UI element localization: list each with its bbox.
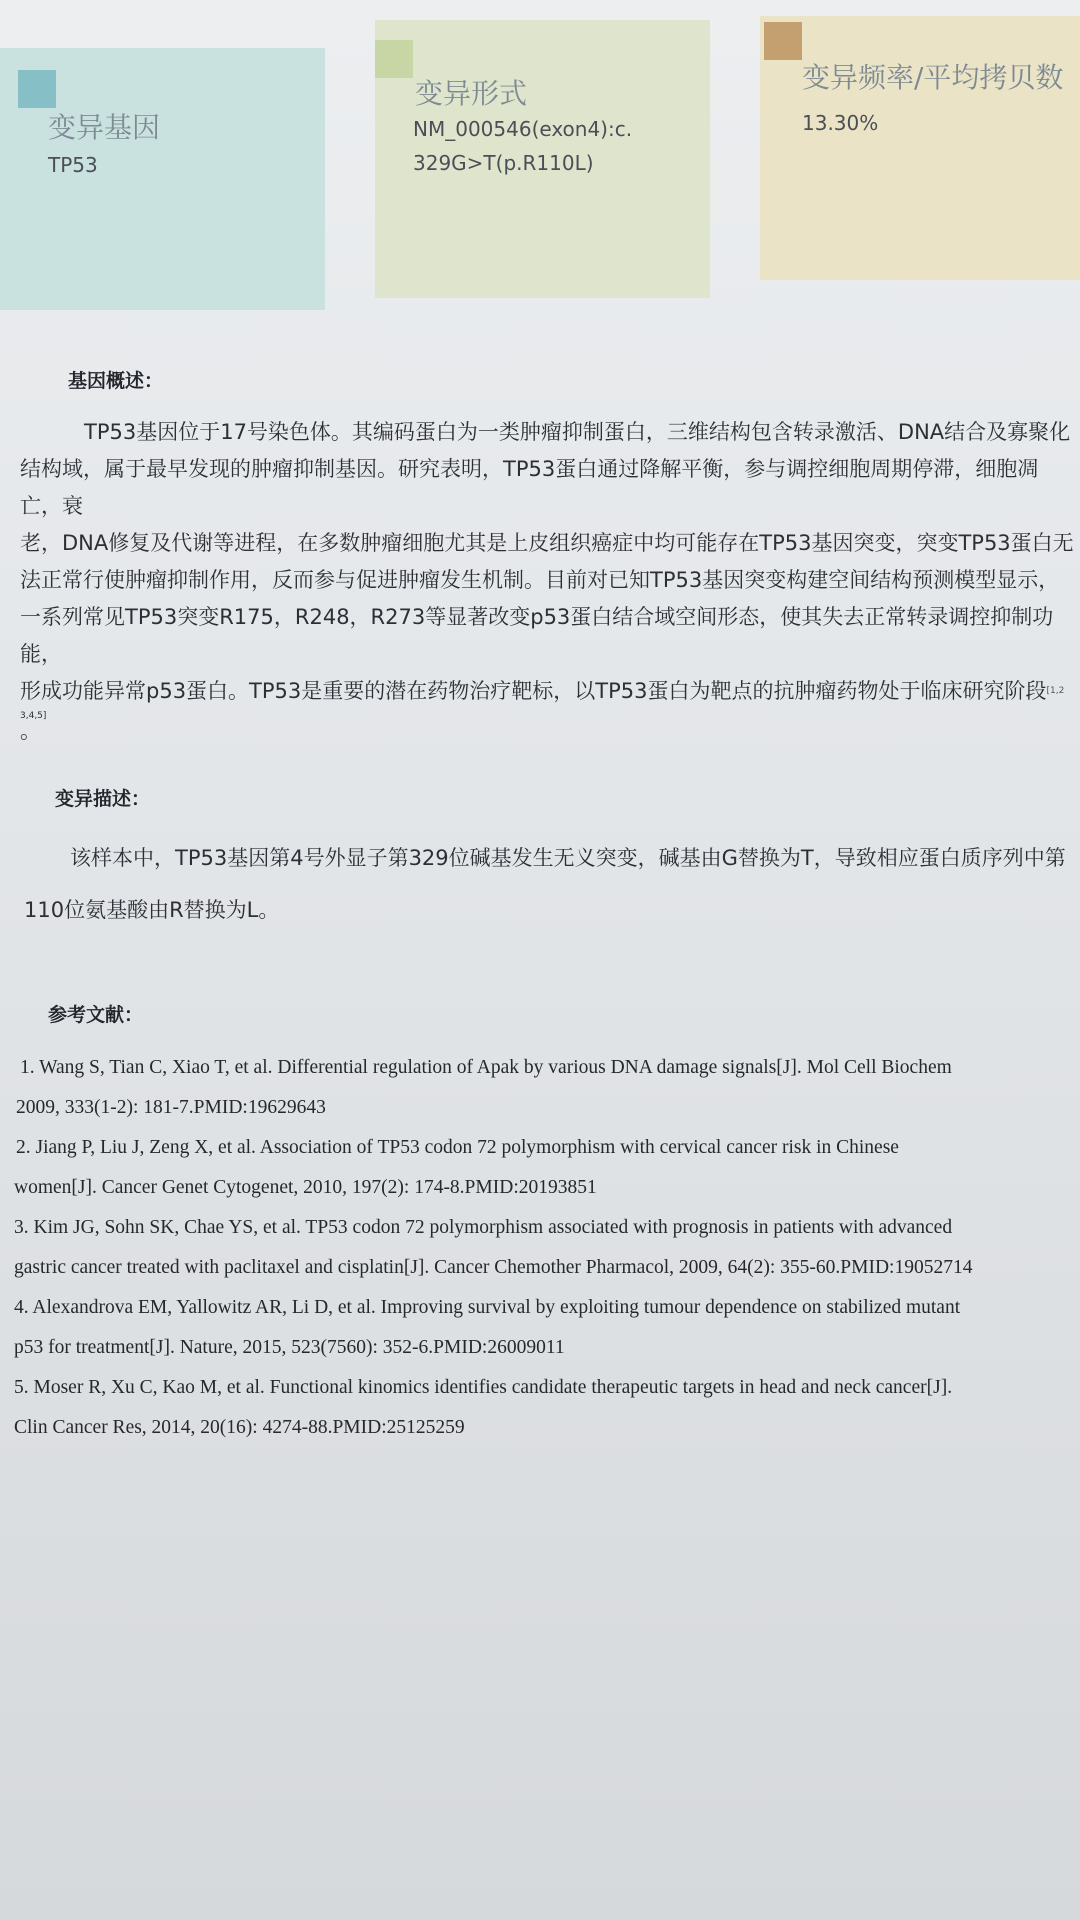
references-heading: 参考文献： — [48, 1004, 144, 1026]
overview-line: 形成功能异常p53蛋白。TP53是重要的潜在药物治疗靶标，以TP53蛋白为靶点的抗肿瘤药物处于临床研究阶段 — [20, 679, 1047, 703]
overview-line: 结构域，属于最早发现的肿瘤抑制基因。研究表明，TP53蛋白通过降解平衡，参与调控细胞周期停滞，细胞凋亡，衰 — [20, 457, 1039, 518]
card-mutant-gene — [0, 48, 325, 310]
card-value: 13.30% — [802, 111, 879, 135]
reference-line: women[J]. Cancer Genet Cytogenet, 2010, 197(2): 174-8.PMID:20193851 — [14, 1177, 597, 1198]
overview-line: 老，DNA修复及代谢等进程，在多数肿瘤细胞尤其是上皮组织癌症中均可能存在TP53基因突变，突变TP53蛋白无 — [20, 531, 1074, 555]
citation-marker-continued: 3,4,5] — [20, 711, 47, 721]
card-color-square — [18, 70, 56, 108]
card-color-square — [764, 22, 802, 60]
reference-line: 4. Alexandrova EM, Yallowitz AR, Li D, et al. Improving survival by exploiting tumour dependence on stabilized mutant — [14, 1297, 961, 1318]
reference-line: Clin Cancer Res, 2014, 20(16): 4274-88.PMID:25125259 — [14, 1417, 465, 1438]
card-value: TP53 — [48, 153, 98, 177]
overview-period: 。 — [20, 719, 41, 743]
reference-line: 5. Moser R, Xu C, Kao M, et al. Functional kinomics identifies candidate therapeutic targets in head and neck cancer[J]. — [14, 1377, 953, 1398]
card-title: 变异基因 — [48, 111, 161, 144]
description-heading: 变异描述： — [55, 788, 151, 810]
reference-line: 2009, 333(1-2): 181-7.PMID:19629643 — [16, 1097, 326, 1118]
reference-line: 2. Jiang P, Liu J, Zeng X, et al. Association of TP53 codon 72 polymorphism with cervical cancer risk in Chinese — [16, 1137, 899, 1158]
card-title: 变异频率/平均拷贝数 — [802, 61, 1064, 94]
card-mutation-frequency — [760, 16, 1080, 280]
overview-line: 一系列常见TP53突变R175，R248，R273等显著改变p53蛋白结合域空间形态，使其失去正常转录调控抑制功能， — [20, 605, 1054, 666]
description-paragraph — [24, 832, 1080, 936]
reference-list — [14, 1048, 1080, 1448]
overview-line: 法正常行使肿瘤抑制作用，反而参与促进肿瘤发生机制。目前对已知TP53基因突变构建空间结构预测模型显示， — [20, 568, 1060, 592]
overview-line: TP53基因位于17号染色体。其编码蛋白为一类肿瘤抑制蛋白，三维结构包含转录激活、DNA结合及寡聚化 — [84, 420, 1071, 444]
reference-line: 1. Wang S, Tian C, Xiao T, et al. Differential regulation of Apak by various DNA damage signals[J]. Mol Cell Biochem — [20, 1057, 952, 1078]
card-value-line: NM_000546(exon4):c. — [413, 117, 633, 141]
card-color-square — [375, 40, 413, 78]
card-value — [413, 112, 632, 180]
overview-heading: 基因概述： — [68, 370, 164, 392]
citation-marker: [1,2 — [1046, 686, 1065, 696]
reference-line: gastric cancer treated with paclitaxel and cisplatin[J]. Cancer Chemother Pharmacol, 2009, 64(2): 355-60.PMID:19052714 — [14, 1257, 973, 1278]
card-mutation-form — [375, 20, 710, 298]
card-value-line: 329G>T(p.R110L) — [413, 151, 594, 175]
reference-line: 3. Kim JG, Sohn SK, Chae YS, et al. TP53 codon 72 polymorphism associated with prognosis in patients with advanced — [14, 1217, 953, 1238]
card-title: 变异形式 — [415, 77, 528, 110]
description-line: 该样本中，TP53基因第4号外显子第329位碱基发生无义突变，碱基由G替换为T，导致相应蛋白质序列中第 — [70, 846, 1066, 870]
description-line: 110位氨基酸由R替换为L。 — [24, 898, 280, 922]
reference-line: p53 for treatment[J]. Nature, 2015, 523(7560): 352-6.PMID:26009011 — [14, 1337, 565, 1358]
overview-paragraph — [20, 414, 1080, 743]
